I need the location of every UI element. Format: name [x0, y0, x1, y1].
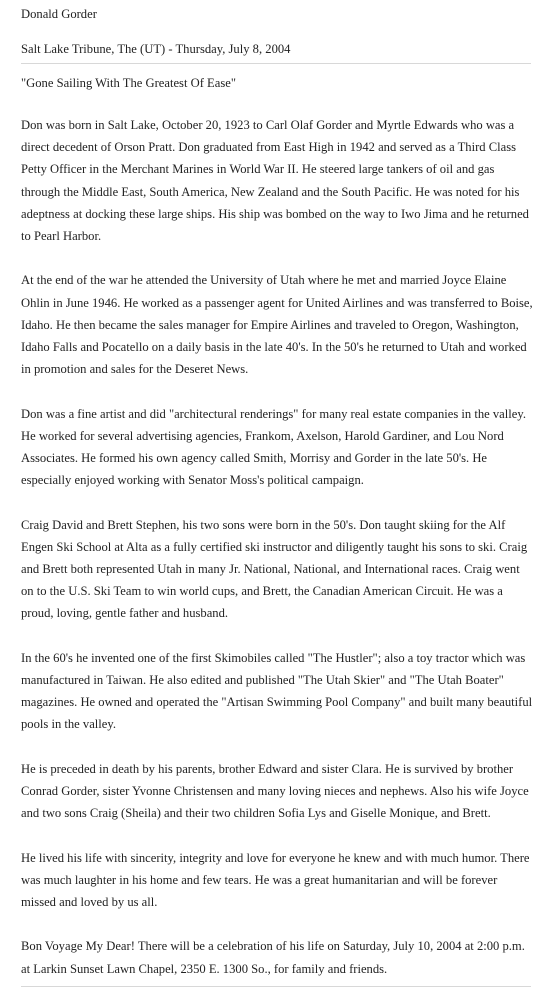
paragraph-2: At the end of the war he attended the University of Utah where he met and married Joyce Elaine Ohlin in June 1946. He worked as a passenger agent for United Airlines and was transferred to Boise, Idaho. He then became the sales manager for Empire Airlines and traveled to Oregon, Washington, Idaho Falls and Pocatello on a daily basis in the late 40's. In the 50's he returned to Utah and worked in promotion and sales for the Deseret News. [21, 273, 533, 377]
paragraph-4: Craig David and Brett Stephen, his two sons were born in the 50's. Don taught skiing for the Alf Engen Ski School at Alta as a fully certified ski instructor and diligently taught his sons to ski. Craig and Brett both represented Utah in many Jr. National, National, and International races. Craig went on to the U.S. Ski Team to win world cups, and Brett, the Canadian American Circuit. He was a proud, loving, gentle father and husband. [21, 517, 528, 621]
paragraph-5: In the 60's he invented one of the first Skimobiles called "The Hustler"; also a toy tractor which was manufactured in Taiwan. He also edited and published "The Utah Skier" and "The Utah Boater" magazines. He owned and operated the "Artisan Swimming Pool Company" and built many beautiful pools in the valley. [21, 650, 533, 732]
obituary-page [21, 0, 533, 980]
paragraph-6: He is preceded in death by his parents, brother Edward and sister Clara. He is survived by brother Conrad Gorder, sister Yvonne Christensen and many loving nieces and nephews. Also his wife Joyce and two sons Craig (Sheila) and their two children Sofia Lys and Giselle Monique, and Brett. [21, 761, 529, 821]
paragraph-8: Bon Voyage My Dear! There will be a celebration of his life on Saturday, July 10, 2004 at 2:00 p.m. at Larkin Sunset Lawn Chapel, 2350 E. 1300 So., for family and friends. [21, 939, 525, 976]
publication-source: Salt Lake Tribune, The (UT) - Thursday, July 8, 2004 [21, 42, 291, 56]
deceased-name: Donald Gorder [21, 7, 97, 21]
paragraph-3: Don was a fine artist and did "architectural renderings" for many real estate companies in the valley. He worked for several advertising agencies, Frankom, Axelson, Harold Gardiner, and Lou Nord Associates. He formed his own agency called Smith, Morrisy and Gorder in the late 50's. He especially enjoyed working with Senator Moss's political campaign. [21, 406, 526, 488]
paragraph-7: He lived his life with sincerity, integrity and love for everyone he knew and with much humor. There was much laughter in his home and few tears. He was a great humanitarian and will be forever missed and loved by us all. [21, 850, 530, 910]
footer-divider [21, 986, 531, 987]
paragraph-1: Don was born in Salt Lake, October 20, 1923 to Carl Olaf Gorder and Myrtle Edwards who was a direct decedent of Orson Pratt. Don graduated from East High in 1942 and served as a Third Class Petty Officer in the Merchant Marines in World War II. He steered large tankers of oil and gas through the Middle East, South America, New Zealand and the South Pacific. He was noted for his adeptness at docking these large ships. His ship was bombed on the way to Iwo Jima and he returned to Pearl Harbor. [21, 118, 529, 244]
header-divider [21, 63, 531, 64]
obituary-headline: "Gone Sailing With The Greatest Of Ease" [21, 76, 236, 90]
obituary-body [21, 114, 533, 980]
